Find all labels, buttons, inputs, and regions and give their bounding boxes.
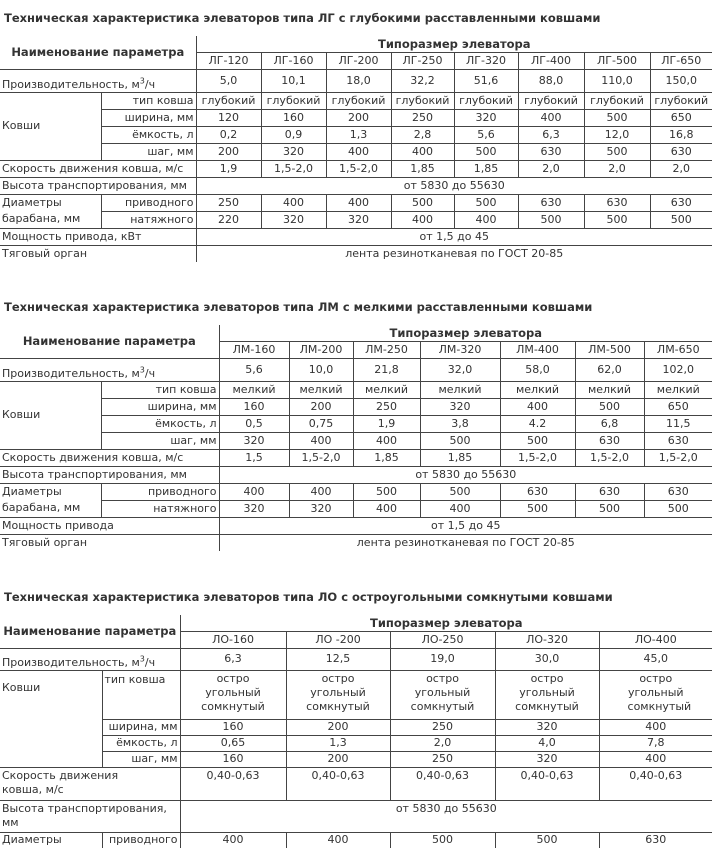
value-cell: 250 <box>391 109 454 126</box>
value-cell: 320 <box>420 398 500 415</box>
value-cell: 6,8 <box>575 415 644 432</box>
value-cell: 630 <box>644 483 712 500</box>
model-cell: ЛО -200 <box>286 631 390 648</box>
value-cell: 3,8 <box>420 415 500 432</box>
value-cell: 1,3 <box>326 126 391 143</box>
value-cell: 500 <box>500 500 575 517</box>
value-cell: 2,0 <box>650 160 712 177</box>
power-row <box>0 228 712 245</box>
value-cell: остро угольный сомкнутый <box>495 670 599 719</box>
value-cell: 120 <box>196 109 261 126</box>
width-row <box>0 109 712 126</box>
size-header: Типоразмер элеватора <box>196 36 712 52</box>
drive-row <box>0 483 712 500</box>
value-cell: 1,85 <box>454 160 518 177</box>
height-label: Высота транспортирования, мм <box>0 800 180 832</box>
height-label: Высота транспортирования, мм <box>0 466 219 483</box>
value-cell: 1,5-2,0 <box>289 449 353 466</box>
value-cell: 200 <box>289 398 353 415</box>
value-cell: 320 <box>219 432 289 449</box>
bucket-type-row <box>0 92 712 109</box>
value-cell: 1,5-2,0 <box>261 160 326 177</box>
value-cell: 500 <box>575 500 644 517</box>
value-cell: 400 <box>391 211 454 228</box>
model-cell: ЛМ-650 <box>644 341 712 358</box>
model-cell: ЛМ-160 <box>219 341 289 358</box>
pitch-row <box>0 143 712 160</box>
value-cell: 32,2 <box>391 69 454 92</box>
value-cell: 400 <box>353 500 420 517</box>
value-cell: 18,0 <box>326 69 391 92</box>
bucket-type-row <box>0 381 712 398</box>
value-cell: остро угольный сомкнутый <box>599 670 712 719</box>
value-cell: 12,5 <box>286 648 390 670</box>
value-cell: 0,40-0,63 <box>599 767 712 800</box>
value-cell: 30,0 <box>495 648 599 670</box>
value-cell: 4.2 <box>500 415 575 432</box>
sub-label: натяжного <box>101 211 196 228</box>
traction-label: Тяговый орган <box>0 245 196 262</box>
value-cell: 400 <box>599 719 712 735</box>
power-label: Мощность привода <box>0 517 219 534</box>
value-cell: глубокий <box>518 92 584 109</box>
spec-table-lo <box>0 615 712 848</box>
value-cell: 0,9 <box>261 126 326 143</box>
value-cell: 58,0 <box>500 358 575 381</box>
value-cell: 1,5 <box>219 449 289 466</box>
value-cell: 630 <box>518 143 584 160</box>
value-cell: 320 <box>495 751 599 767</box>
model-cell: ЛГ-250 <box>391 52 454 69</box>
speed-label: Скорость движения ковша, м/с <box>0 767 180 800</box>
value-cell: 160 <box>180 751 286 767</box>
height-row <box>0 466 712 483</box>
value-cell: 400 <box>353 432 420 449</box>
value-cell: 102,0 <box>644 358 712 381</box>
param-header: Наименование параметра <box>0 325 219 358</box>
capacity-row <box>0 735 712 751</box>
model-cell: ЛО-320 <box>495 631 599 648</box>
value-cell: остро угольный сомкнутый <box>286 670 390 719</box>
value-cell: 630 <box>575 483 644 500</box>
sub-label: приводного <box>101 194 196 211</box>
traction-value: лента резинотканевая по ГОСТ 20-85 <box>345 246 564 260</box>
value-cell: 500 <box>644 500 712 517</box>
value-cell: 320 <box>261 143 326 160</box>
value-cell: 250 <box>353 398 420 415</box>
value-cell: 150,0 <box>650 69 712 92</box>
traction-value: лента резинотканевая по ГОСТ 20-85 <box>356 535 575 549</box>
value-cell: 16,8 <box>650 126 712 143</box>
value-cell: остро угольный сомкнутый <box>390 670 495 719</box>
value-cell: 0,5 <box>219 415 289 432</box>
power-row <box>0 517 712 534</box>
value-cell: 400 <box>289 432 353 449</box>
section-title: Техническая характеристика элеваторов типа ЛГ с глубокими расставленными ковшами <box>4 11 601 25</box>
model-cell: ЛМ-200 <box>289 341 353 358</box>
value-cell: 6,3 <box>518 126 584 143</box>
value-cell: 110,0 <box>584 69 650 92</box>
sub-label: ширина, мм <box>101 109 196 126</box>
spec-table-lg <box>0 36 712 262</box>
value-cell: 0,75 <box>289 415 353 432</box>
sub-label: шаг, мм <box>101 432 219 449</box>
value-cell: 45,0 <box>599 648 712 670</box>
value-cell: 400 <box>599 751 712 767</box>
value-cell: 500 <box>584 211 650 228</box>
value-cell: 400 <box>454 211 518 228</box>
section-title: Техническая характеристика элеваторов типа ЛО с остроугольными сомкнутыми ковшами <box>4 590 613 604</box>
value-cell: глубокий <box>650 92 712 109</box>
height-label: Высота транспортирования, мм <box>0 177 196 194</box>
value-cell: 88,0 <box>518 69 584 92</box>
value-cell: 4,0 <box>495 735 599 751</box>
value-cell: глубокий <box>454 92 518 109</box>
value-cell: 1,85 <box>391 160 454 177</box>
value-cell: 200 <box>326 109 391 126</box>
sub-label: натяжного <box>101 500 219 517</box>
capacity-row <box>0 126 712 143</box>
value-cell: 1,85 <box>420 449 500 466</box>
value-cell: 1,5-2,0 <box>326 160 391 177</box>
value-cell: 220 <box>196 211 261 228</box>
value-cell: 500 <box>575 398 644 415</box>
sub-label: тип ковша <box>101 381 219 398</box>
model-cell: ЛГ-650 <box>650 52 712 69</box>
value-cell: 320 <box>289 500 353 517</box>
value-cell: 630 <box>645 833 667 847</box>
value-cell: 1,85 <box>353 449 420 466</box>
value-cell: 500 <box>518 211 584 228</box>
drum-label: барабана, мм <box>0 211 101 228</box>
sub-label: ширина, мм <box>102 719 180 735</box>
value-cell: 1,9 <box>353 415 420 432</box>
value-cell: 160 <box>219 398 289 415</box>
sub-label: приводного <box>101 483 219 500</box>
value-cell: 0,40-0,63 <box>180 767 286 800</box>
value-cell: 630 <box>575 432 644 449</box>
value-cell: 630 <box>518 194 584 211</box>
value-cell: 0,40-0,63 <box>390 767 495 800</box>
model-cell: ЛГ-500 <box>584 52 650 69</box>
value-cell: 500 <box>495 832 599 848</box>
width-row <box>0 398 712 415</box>
value-cell: 500 <box>584 143 650 160</box>
pitch-row <box>0 432 712 449</box>
sub-label: шаг, мм <box>102 751 180 767</box>
value-cell: 7,8 <box>599 735 712 751</box>
value-cell: 500 <box>353 483 420 500</box>
speed-label: Скорость движения ковша, м/с <box>0 449 219 466</box>
sub-label: тип ковша <box>102 670 180 719</box>
traction-row <box>0 245 712 262</box>
value-cell: 12,0 <box>584 126 650 143</box>
productivity-label: Производительность, $м^3/ч$ <box>0 69 196 92</box>
value-cell: 400 <box>289 483 353 500</box>
speed-label: Скорость движения ковша, м/с <box>0 160 196 177</box>
value-cell: 400 <box>391 143 454 160</box>
productivity-row <box>0 648 712 670</box>
value-cell: глубокий <box>584 92 650 109</box>
buckets-label: Ковши <box>0 92 101 160</box>
value-cell: мелкий <box>353 381 420 398</box>
size-header: Типоразмер элеватора <box>180 615 712 631</box>
productivity-row <box>0 358 712 381</box>
value-cell: 250 <box>196 194 261 211</box>
drum-label: Диаметры <box>0 194 101 211</box>
value-cell: 5,6 <box>454 126 518 143</box>
model-cell: ЛГ-400 <box>518 52 584 69</box>
sub-label: ёмкость, л <box>101 126 196 143</box>
value-cell: 5,0 <box>196 69 261 92</box>
value-cell: мелкий <box>219 381 289 398</box>
drum-label: барабана, мм <box>0 500 101 517</box>
value-cell: 200 <box>196 143 261 160</box>
buckets-label: Ковши <box>0 381 101 449</box>
sub-label: приводного <box>102 832 180 848</box>
sub-label: ширина, мм <box>101 398 219 415</box>
value-cell: 1,9 <box>196 160 261 177</box>
value-cell: 400 <box>180 832 286 848</box>
value-cell: 10,1 <box>261 69 326 92</box>
height-value: от 5830 до 55630 <box>180 800 712 832</box>
value-cell: глубокий <box>391 92 454 109</box>
value-cell: мелкий <box>420 381 500 398</box>
traction-label: Тяговый орган <box>0 534 219 551</box>
value-cell: 0,65 <box>180 735 286 751</box>
value-cell: мелкий <box>500 381 575 398</box>
value-cell: глубокий <box>196 92 261 109</box>
value-cell: 2,0 <box>518 160 584 177</box>
value-cell: 2,8 <box>391 126 454 143</box>
value-cell: 1,5-2,0 <box>575 449 644 466</box>
tension-row <box>0 211 712 228</box>
model-cell: ЛМ-250 <box>353 341 420 358</box>
section-lm <box>0 299 718 551</box>
value-cell: 400 <box>286 832 390 848</box>
value-cell: 500 <box>454 194 518 211</box>
value-cell: 500 <box>454 143 518 160</box>
section-lo <box>0 589 718 848</box>
value-cell: 500 <box>500 432 575 449</box>
model-cell: ЛГ-120 <box>196 52 261 69</box>
spec-table-lm <box>0 325 712 551</box>
model-cell: ЛГ-200 <box>326 52 391 69</box>
value-cell: 320 <box>454 109 518 126</box>
value-cell: 320 <box>326 211 391 228</box>
value-cell: 320 <box>495 719 599 735</box>
value-cell: 51,6 <box>454 69 518 92</box>
value-cell: 1,5-2,0 <box>644 449 712 466</box>
model-cell: ЛМ-500 <box>575 341 644 358</box>
model-cell: ЛО-400 <box>599 631 712 648</box>
power-value: от 1,5 до 45 <box>196 228 712 245</box>
productivity-label: Производительность, $м^3/ч$ <box>0 358 219 381</box>
value-cell: 500 <box>390 832 495 848</box>
value-cell: 400 <box>219 483 289 500</box>
value-cell: 200 <box>286 719 390 735</box>
drive-row <box>0 194 712 211</box>
value-cell: 0,40-0,63 <box>495 767 599 800</box>
productivity-label: Производительность, $м^3/ч$ <box>0 648 180 670</box>
value-cell: 5,6 <box>219 358 289 381</box>
drive-row <box>0 832 712 848</box>
model-cell: ЛГ-320 <box>454 52 518 69</box>
param-header: Наименование параметра <box>0 36 196 69</box>
value-cell: 62,0 <box>575 358 644 381</box>
value-cell: 6,3 <box>180 648 286 670</box>
value-cell: 400 <box>326 143 391 160</box>
height-value: от 5830 до 55630 <box>196 177 712 194</box>
sub-label: шаг, мм <box>101 143 196 160</box>
section-lg <box>0 10 718 262</box>
value-cell: 0,2 <box>196 126 261 143</box>
drum-label: Диаметры <box>0 832 102 848</box>
model-cell: ЛГ-160 <box>261 52 326 69</box>
tension-row <box>0 500 712 517</box>
value-cell: 200 <box>286 751 390 767</box>
pitch-row <box>0 751 712 767</box>
value-cell: глубокий <box>261 92 326 109</box>
model-cell: ЛМ-320 <box>420 341 500 358</box>
value-cell: 19,0 <box>390 648 495 670</box>
bucket-type-row <box>0 670 712 719</box>
speed-row <box>0 767 712 800</box>
value-cell: 630 <box>500 483 575 500</box>
sub-label: ёмкость, л <box>101 415 219 432</box>
value-cell: 500 <box>420 483 500 500</box>
buckets-label: Ковши <box>0 670 102 767</box>
productivity-row <box>0 69 712 92</box>
size-header: Типоразмер элеватора <box>219 325 712 341</box>
sub-label: ёмкость, л <box>102 735 180 751</box>
model-cell: ЛМ-400 <box>500 341 575 358</box>
value-cell: 320 <box>219 500 289 517</box>
value-cell: 10,0 <box>289 358 353 381</box>
value-cell: 0,40-0,63 <box>286 767 390 800</box>
value-cell: 1,5-2,0 <box>500 449 575 466</box>
traction-row <box>0 534 712 551</box>
value-cell: 500 <box>650 211 712 228</box>
value-cell: 11,5 <box>644 415 712 432</box>
value-cell: 400 <box>500 398 575 415</box>
value-cell: 160 <box>180 719 286 735</box>
value-cell: 630 <box>644 432 712 449</box>
value-cell: 320 <box>261 211 326 228</box>
model-cell: ЛО-160 <box>180 631 286 648</box>
value-cell: 250 <box>390 719 495 735</box>
value-cell: мелкий <box>644 381 712 398</box>
value-cell: 500 <box>420 432 500 449</box>
value-cell: 500 <box>391 194 454 211</box>
value-cell: 400 <box>518 109 584 126</box>
speed-row <box>0 160 712 177</box>
power-label: Мощность привода, кВт <box>0 228 196 245</box>
value-cell: мелкий <box>575 381 644 398</box>
speed-row <box>0 449 712 466</box>
value-cell: 2,0 <box>584 160 650 177</box>
value-cell: 2,0 <box>390 735 495 751</box>
width-row <box>0 719 712 735</box>
value-cell: 32,0 <box>420 358 500 381</box>
section-title: Техническая характеристика элеваторов типа ЛМ с мелкими расставленными ковшами <box>4 300 593 314</box>
value-cell: 1,3 <box>286 735 390 751</box>
capacity-row <box>0 415 712 432</box>
value-cell: 630 <box>584 194 650 211</box>
height-row <box>0 800 712 832</box>
value-cell: 500 <box>584 109 650 126</box>
sub-label: тип ковша <box>101 92 196 109</box>
value-cell: 650 <box>644 398 712 415</box>
value-cell: 160 <box>261 109 326 126</box>
value-cell: 21,8 <box>353 358 420 381</box>
value-cell: 400 <box>326 194 391 211</box>
value-cell: 400 <box>261 194 326 211</box>
power-value: от 1,5 до 45 <box>219 517 712 534</box>
param-header: Наименование параметра <box>0 615 180 648</box>
value-cell: 250 <box>390 751 495 767</box>
value-cell: 400 <box>420 500 500 517</box>
model-cell: ЛО-250 <box>390 631 495 648</box>
value-cell: остро угольный сомкнутый <box>180 670 286 719</box>
height-value: от 5830 до 55630 <box>219 466 712 483</box>
value-cell: 630 <box>650 143 712 160</box>
height-row <box>0 177 712 194</box>
value-cell: 630 <box>650 194 712 211</box>
drum-label: Диаметры <box>0 483 101 500</box>
value-cell: 650 <box>650 109 712 126</box>
value-cell: глубокий <box>326 92 391 109</box>
value-cell: мелкий <box>289 381 353 398</box>
